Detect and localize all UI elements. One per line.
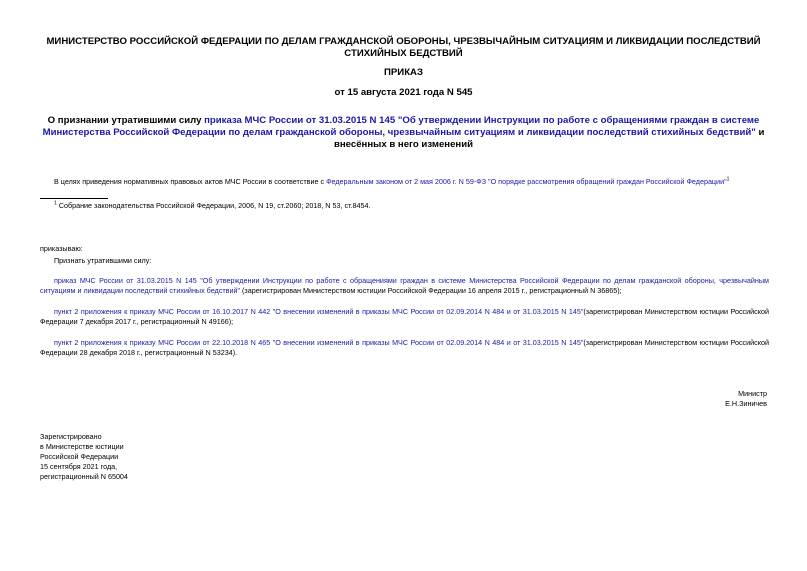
footnote-ref: 1	[726, 176, 730, 183]
registration-line: регистрационный N 65004	[40, 472, 128, 481]
title-suffix: и внесённых в него изменений	[333, 127, 765, 150]
ministry-heading: МИНИСТЕРСТВО РОССИЙСКОЙ ФЕДЕРАЦИИ ПО ДЕЛАМ ГРАЖДАНСКОЙ ОБОРОНЫ, ЧРЕЗВЫЧАЙНЫМ СИТУАЦИЯМ И ЛИКВИДАЦИИ ПОСЛЕДСТВИЙ СТИХИЙНЫХ БЕДСТВИЙ	[46, 36, 761, 59]
amendment-link-2017[interactable]: пункт 2 приложения к приказу МЧС России от 16.10.2017 N 442 "О внесении изменений в приказы МЧС России от 02.09.2014 N 484 и от 31.03.2015 N 145"	[54, 307, 584, 316]
registration-note: (зарегистрирован Министерством юстиции Российской Федерации 16 апреля 2015 г., регистрационный N 36865);	[240, 286, 622, 295]
list-item	[40, 338, 769, 358]
footnote-mark: 1	[54, 200, 57, 207]
preamble	[54, 177, 774, 187]
title-order-link[interactable]: приказа МЧС России от 31.03.2015 N 145 "Об утверждении Инструкции по работе с обращениями граждан в системе Министерства Российской Федерации по делам гражданской обороны, чрезвычайным ситуациям и ликвидации последствий стихийных бедствий"	[42, 115, 760, 138]
federal-law-link[interactable]: Федеральным законом от 2 мая 2006 г. N 59-ФЗ "О порядке рассмотрения обращений граждан Российской Федерации"	[326, 177, 727, 186]
preamble-text: В целях приведения нормативных правовых актов МЧС России в соответствие с	[54, 177, 327, 186]
registration-line: Зарегистрировано	[40, 432, 102, 441]
document-type: ПРИКАЗ	[384, 67, 423, 78]
registration-note: (зарегистрирован Министерством юстиции Российской Федерации 7 декабря 2017 г., регистрационный N 49166);	[40, 307, 769, 326]
list-item	[40, 276, 769, 296]
registration-block	[40, 432, 128, 482]
signature-block	[725, 389, 767, 409]
footnote-text: Собрание законодательства Российской Федерации, 2006, N 19, ст.2060; 2018, N 53, ст.8454.	[56, 201, 371, 210]
signature-name: Е.Н.Зиничев	[725, 399, 767, 408]
order-verb: приказываю:	[40, 244, 83, 253]
registration-line: в Министерстве юстиции	[40, 442, 124, 451]
signature-position: Министр	[738, 389, 767, 398]
document-title	[36, 115, 771, 151]
registration-note: (зарегистрирован Министерством юстиции Российской Федерации 28 декабря 2018 г., регистрационный N 53234).	[40, 338, 769, 357]
footnote-divider	[40, 198, 108, 199]
registration-line: 15 сентября 2021 года,	[40, 462, 118, 471]
footnote	[54, 201, 754, 211]
repealed-order-link[interactable]: приказ МЧС России от 31.03.2015 N 145 "Об утверждении Инструкции по работе с обращениями граждан в системе Министерства Российской Федерации по делам гражданской обороны, чрезвычайным ситуациям и ликвидации последствий стихийных бедствий"	[40, 276, 769, 295]
order-intro: Признать утратившими силу:	[54, 256, 152, 265]
title-prefix: О признании утратившими силу	[47, 115, 205, 126]
document-date-number: от 15 августа 2021 года N 545	[334, 87, 473, 98]
list-item	[40, 307, 769, 327]
registration-line: Российской Федерации	[40, 452, 119, 461]
amendment-link-2018[interactable]: пункт 2 приложения к приказу МЧС России от 22.10.2018 N 465 "О внесении изменений в приказы МЧС России от 02.09.2014 N 484 и от 31.03.2015 N 145"	[54, 338, 584, 347]
